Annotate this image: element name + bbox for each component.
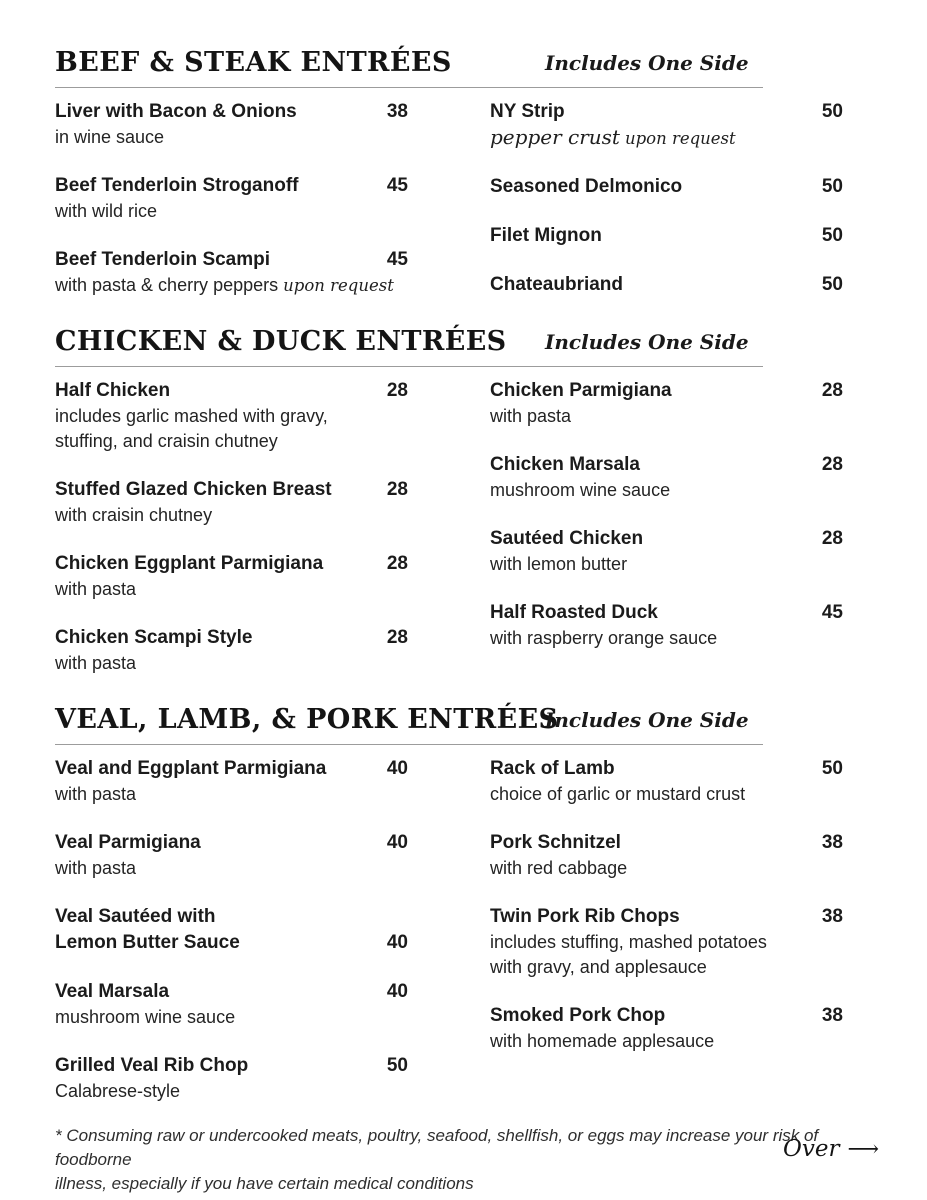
footer (55, 1124, 880, 1196)
item-description: includes garlic mashed with gravy, (55, 406, 328, 426)
right-arrow-icon: ⟶ (847, 1137, 880, 1162)
item-name: Veal Parmigiana (55, 832, 201, 853)
item-description: includes stuffing, mashed potatoes (490, 932, 767, 952)
item-price: 45 (386, 175, 408, 196)
item-description: pepper crust upon request (490, 125, 736, 149)
menu-item (55, 99, 408, 150)
menu-item (490, 904, 843, 980)
menu-item (55, 173, 408, 224)
item-name: Filet Mignon (490, 225, 602, 246)
menu-item (490, 452, 843, 503)
menu-item (490, 1003, 843, 1054)
item-name: Beef Tenderloin Stroganoff (55, 175, 299, 196)
item-description: with wild rice (55, 201, 158, 221)
item-name: Chicken Marsala (490, 454, 640, 475)
item-description: with lemon butter (490, 554, 628, 574)
column-right (490, 756, 843, 1104)
section-header (55, 48, 843, 78)
item-price: 28 (821, 528, 843, 549)
item-name: NY Strip (490, 101, 565, 122)
menu-item (490, 99, 843, 151)
menu-item (55, 378, 408, 454)
item-name: Grilled Veal Rib Chop (55, 1055, 249, 1076)
item-price: 40 (386, 832, 408, 853)
section-note: Includes One Side (545, 708, 749, 732)
item-name: Pork Schnitzel (490, 832, 621, 853)
item-description: with pasta (55, 784, 137, 804)
item-description: with pasta (55, 653, 137, 673)
item-name: Stuffed Glazed Chicken Breast (55, 479, 332, 500)
menu-item (490, 272, 843, 298)
item-price: 38 (821, 832, 843, 853)
item-name: Twin Pork Rib Chops (490, 906, 680, 927)
item-description: with raspberry orange sauce (490, 628, 718, 648)
item-description: stuffing, and craisin chutney (55, 431, 278, 451)
column-right (490, 378, 843, 676)
item-price: 40 (386, 758, 408, 779)
menu-item (490, 830, 843, 881)
item-name: Sautéed Chicken (490, 528, 644, 549)
section-columns (55, 756, 843, 1104)
section-columns (55, 99, 843, 298)
item-name: Veal Marsala (55, 981, 170, 1002)
item-price: 40 (386, 981, 408, 1002)
item-price: 28 (386, 553, 408, 574)
section-header (55, 705, 843, 735)
menu-item (490, 174, 843, 200)
section-title: BEEF & STEAK ENTRÉES (55, 47, 452, 78)
item-price: 28 (821, 380, 843, 401)
section-divider (55, 366, 763, 367)
menu-item (55, 551, 408, 602)
column-right (490, 99, 843, 298)
section-title: VEAL, LAMB, & PORK ENTRÉES (55, 704, 559, 735)
section-note: Includes One Side (545, 51, 749, 75)
menu-item (490, 756, 843, 807)
column-left (55, 378, 408, 676)
column-left (55, 99, 408, 298)
menu-section-veal-lamb-pork (55, 705, 843, 1104)
disclaimer-line: * Consuming raw or undercooked meats, poultry, seafood, shellfish, or eggs may increase your risk of foodborne (55, 1126, 819, 1169)
item-price: 45 (386, 249, 408, 270)
item-name: Chateaubriand (490, 274, 624, 295)
section-title: CHICKEN & DUCK ENTRÉES (55, 326, 507, 357)
menu-item (490, 526, 843, 577)
column-left (55, 756, 408, 1104)
over-page-indicator (783, 1136, 879, 1162)
section-divider (55, 744, 763, 745)
item-description: with pasta (55, 858, 137, 878)
item-description: mushroom wine sauce (55, 1007, 236, 1027)
menu-section-chicken-duck (55, 327, 843, 676)
item-price: 50 (386, 1055, 408, 1076)
item-name: Seasoned Delmonico (490, 176, 683, 197)
item-description: in wine sauce (55, 127, 165, 147)
item-description: with pasta (490, 406, 572, 426)
item-price: 38 (386, 101, 408, 122)
section-header (55, 327, 843, 357)
item-price: 28 (386, 627, 408, 648)
item-name: Rack of Lamb (490, 758, 615, 779)
item-price: 28 (386, 380, 408, 401)
item-description: with red cabbage (490, 858, 628, 878)
item-price: 28 (386, 479, 408, 500)
item-name: Lemon Butter Sauce (55, 932, 240, 953)
menu-item (55, 756, 408, 807)
menu-item (490, 223, 843, 249)
item-price: 38 (821, 906, 843, 927)
item-name: Beef Tenderloin Scampi (55, 249, 271, 270)
menu-item (55, 979, 408, 1030)
item-price: 40 (386, 932, 408, 953)
menu-item (55, 830, 408, 881)
item-price: 50 (821, 758, 843, 779)
item-description: with pasta & cherry peppers upon request (55, 275, 394, 295)
menu-item (490, 378, 843, 429)
menu-item (55, 477, 408, 528)
item-note: upon request (624, 129, 736, 148)
item-description: with gravy, and applesauce (490, 957, 707, 977)
item-name: Chicken Scampi Style (55, 627, 253, 648)
section-note: Includes One Side (545, 330, 749, 354)
menu-item (55, 247, 408, 298)
item-description: with pasta (55, 579, 137, 599)
item-description: with homemade applesauce (490, 1031, 715, 1051)
item-price: 50 (821, 101, 843, 122)
item-name: Half Roasted Duck (490, 602, 658, 623)
item-name: Veal Sautéed with (55, 906, 216, 927)
menu-item (490, 600, 843, 651)
over-label: Over (783, 1136, 840, 1162)
item-description: choice of garlic or mustard crust (490, 784, 746, 804)
disclaimer-line: illness, especially if you have certain medical conditions (55, 1174, 474, 1193)
menu-section-beef-steak (55, 48, 843, 298)
item-name: Chicken Parmigiana (490, 380, 672, 401)
item-note: upon request (283, 276, 394, 295)
section-divider (55, 87, 763, 88)
section-columns (55, 378, 843, 676)
item-name: Half Chicken (55, 380, 171, 401)
item-price: 50 (821, 176, 843, 197)
disclaimer (55, 1124, 843, 1196)
item-price: 50 (821, 274, 843, 295)
item-price: 50 (821, 225, 843, 246)
item-name: Chicken Eggplant Parmigiana (55, 553, 324, 574)
menu-item (55, 1053, 408, 1104)
item-price: 45 (821, 602, 843, 623)
item-name: Smoked Pork Chop (490, 1005, 666, 1026)
item-price: 38 (821, 1005, 843, 1026)
item-name: Veal and Eggplant Parmigiana (55, 758, 327, 779)
item-price: 28 (821, 454, 843, 475)
menu-item (55, 904, 408, 956)
menu-item (55, 625, 408, 676)
item-description: Calabrese-style (55, 1081, 181, 1101)
item-name: Liver with Bacon & Onions (55, 101, 297, 122)
item-description: mushroom wine sauce (490, 480, 671, 500)
item-description: with craisin chutney (55, 505, 213, 525)
